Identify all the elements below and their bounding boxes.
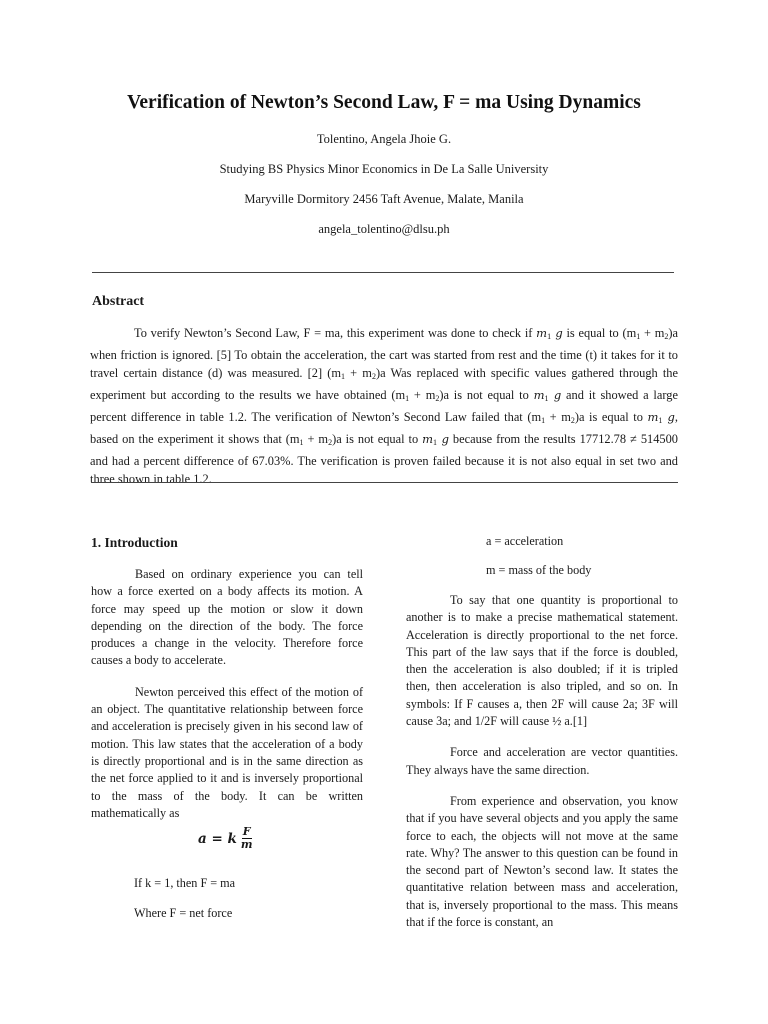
intro-paragraph-5: From experience and observation, you know that if you have several objects and you apply the same force to each, the objects will not move at the same rate. Why? The answer to this question can be found in the second part of Newton’s second law. It states the quantitative relation between mass and acceleration, that is, inversely proportional to the mass. This means that if the force is constant, an	[406, 793, 678, 930]
paper-title: Verification of Newton’s Second Law, F = ma Using Dynamics	[127, 92, 641, 113]
left-column	[91, 566, 363, 822]
intro-paragraph-3: To say that one quantity is proportional to another is to make a precise mathematical statement. Acceleration is directly proportional to the net force. This part of the law says that if the force is doubled, then the acceleration is also doubled; if it is tripled then, then acceleration is also tripled, and so on. In symbols: If F causes a, then 2F will cause 2a; 3F will cause 3a; and 1/2F will cause ½ a.[1]	[406, 593, 678, 729]
where-f-definition: Where F = net force	[134, 906, 233, 920]
intro-paragraph-4: Force and acceleration are vector quantities. They always have the same direction.	[406, 745, 678, 777]
abstract-paragraph: To verify Newton’s Second Law, F = ma, this experiment was done to check if $m_1$ g is equal to $(m_1 + m_2)a$ when friction is ignored. [5] To obtain the acceleration, the cart was started from rest and the time (t) it takes for it to travel certain distance (d) was measured. [2] $(m_1 + m_2)a$ Was replaced with specific values gathered through the experiment but according to the results we have obtained $(m_1 + m_2)a$ is not equal to $m_1$ g and it showed a large percent difference in table 1.2. The verification of Newton’s Second Law failed that $(m_1 + m_2)a$ is equal to $m_1$ g, based on the experiment it shows that $(m_1 + m_2)a$ is not equal to $m_1$ g because from the results 17712.78 ≠ 514500 and had a percent difference of 67.03%. The verification is proven failed because it is not also equal in set two and three shown in table 1.2.	[90, 326, 679, 486]
author-affiliation: Studying BS Physics Minor Economics in De La Salle University	[219, 162, 549, 176]
author-address: Maryville Dormitory 2456 Taft Avenue, Malate, Manila	[244, 192, 524, 206]
abstract-divider	[92, 482, 678, 483]
introduction-heading: 1. Introduction	[91, 535, 178, 550]
formula-denominator: m	[240, 838, 253, 851]
intro-paragraph-2: Newton perceived this effect of the motion of an object. The quantitative relationship between force and acceleration is precisely given in his second law of motion. This law states that the acceleration of a body is directly proportional and is in the same direction as the net force applied to it and is inversely proportional to the mass of the body. It can be written mathematically as	[91, 684, 363, 820]
intro-paragraph-1: Based on ordinary experience you can tell how a force exerted on a body affects its motion. A force may speed up the motion or slow it down depending on the direction of the body. The force produces a change in the velocity. Therefore force causes a body to accelerate.	[91, 567, 363, 668]
right-column	[406, 592, 678, 931]
abstract-heading: Abstract	[92, 294, 145, 309]
author-name: Tolentino, Angela Jhoie G.	[316, 132, 452, 146]
formula-fraction	[241, 826, 253, 851]
author-email: angela_tolentino@dlsu.ph	[318, 222, 450, 236]
formula-lhs: a = k	[198, 830, 237, 847]
formula-numerator: F	[242, 825, 251, 838]
abstract-body	[90, 324, 678, 488]
header-divider	[92, 272, 674, 273]
formula-newton	[198, 826, 252, 851]
mass-definition: m = mass of the body	[486, 563, 592, 577]
if-k-statement: If k = 1, then F = ma	[134, 876, 236, 890]
acceleration-definition: a = acceleration	[486, 534, 564, 548]
